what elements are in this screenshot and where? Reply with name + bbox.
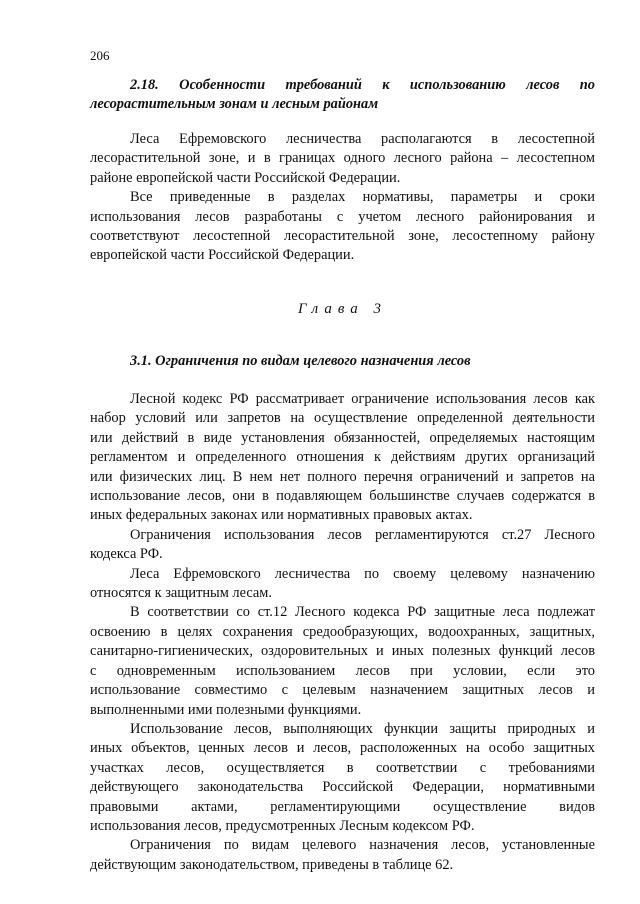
text-line: В соответствии со ст.12 Лесного кодекса РФ защитные леса подлежат <box>130 604 595 621</box>
text-line: европейской части Российской Федерации. <box>90 247 355 264</box>
text-line: санитарно-гигиенических, оздоровительных и иных полезных функций лесов <box>90 643 595 660</box>
page-number: 206 <box>90 48 110 63</box>
paragraph <box>90 188 595 266</box>
section-2-18-body <box>90 130 595 266</box>
text-line: районе европейской части Российской Федерации. <box>90 169 401 186</box>
paragraph <box>90 390 595 526</box>
text-line: использование лесов, они в подавляющем большинстве случаев содержатся в <box>90 488 595 505</box>
text-line: правовыми актами, регламентирующими осуществление видов <box>90 798 595 815</box>
text-line: относятся к защитным лесам. <box>90 585 273 602</box>
text-line: использования лесов, предусмотренных Лесным кодексом РФ. <box>90 817 475 834</box>
text-line: выполненными ими полезными функциями. <box>90 701 362 718</box>
text-line: Лесной кодекс РФ рассматривает ограничение использования лесов как <box>130 391 595 407</box>
text-line: действующим законодательством, приведены в таблице 62. <box>90 856 454 873</box>
text-line: освоению в целях сохранения средообразующих, водоохранных, защитных, <box>90 623 595 640</box>
text-line: с одновременным использованием лесов при условии, если это <box>90 662 595 679</box>
text-line: Использование лесов, выполняющих функции защиты природных и <box>130 720 595 737</box>
heading-line: лесорастительным зонам и лесным районам <box>90 96 379 112</box>
section-3-1-body <box>90 390 595 875</box>
section-heading-3-1: 3.1. Ограничения по видам целевого назначения лесов <box>130 353 471 369</box>
text-line: Ограничения по видам целевого назначения лесов, установленные <box>130 837 595 854</box>
text-line: кодекса РФ. <box>90 546 163 563</box>
paragraph <box>90 565 595 604</box>
text-line: участках лесов, осуществляется в соответствии с требованиями <box>90 759 595 776</box>
text-line: иных объектов, ценных лесов и лесов, расположенных на особо защитных <box>90 740 595 757</box>
text-line: использования лесов разработаны с учетом лесного районирования и <box>90 208 595 225</box>
text-line: набор условий или запретов на осуществление определенной деятельности <box>90 410 595 427</box>
text-line: Леса Ефремовского лесничества располагаются в лесостепной <box>130 131 595 147</box>
heading-line: 2.18. Особенности требований к использованию лесов по <box>130 77 595 93</box>
text-line: использование совместимо с целевым назначением защитных лесов и <box>90 682 595 699</box>
paragraph <box>90 836 595 875</box>
paragraph <box>90 130 595 188</box>
text-line: иных федеральных законах или нормативных правовых актах. <box>90 507 473 524</box>
text-line: регламентом и определенного отношения к действиям других организаций <box>90 449 595 466</box>
chapter-title: Глава 3 <box>297 301 388 317</box>
text-line: или действий в виде установления обязанностей, определяемых настоящим <box>90 429 595 446</box>
paragraph <box>90 603 595 719</box>
text-line: Ограничения использования лесов регламентируются ст.27 Лесного <box>130 526 595 543</box>
paragraph <box>90 720 595 836</box>
section-heading-2-18 <box>90 76 595 114</box>
text-line: Леса Ефремовского лесничества по своему целевому назначению <box>130 565 595 582</box>
text-line: соответствуют лесостепной лесорастительной зоне, лесостепному району <box>90 228 595 245</box>
text-line: или физических лиц. В нем нет полного перечня ограничений и запретов на <box>90 468 595 485</box>
text-line: Все приведенные в разделах нормативы, параметры и сроки <box>130 189 595 206</box>
paragraph <box>90 526 595 565</box>
text-line: лесорастительной зоне, и в границах одного лесного района – лесостепном <box>90 150 595 167</box>
text-line: действующего законодательства Российской Федерации, нормативными <box>90 779 595 796</box>
